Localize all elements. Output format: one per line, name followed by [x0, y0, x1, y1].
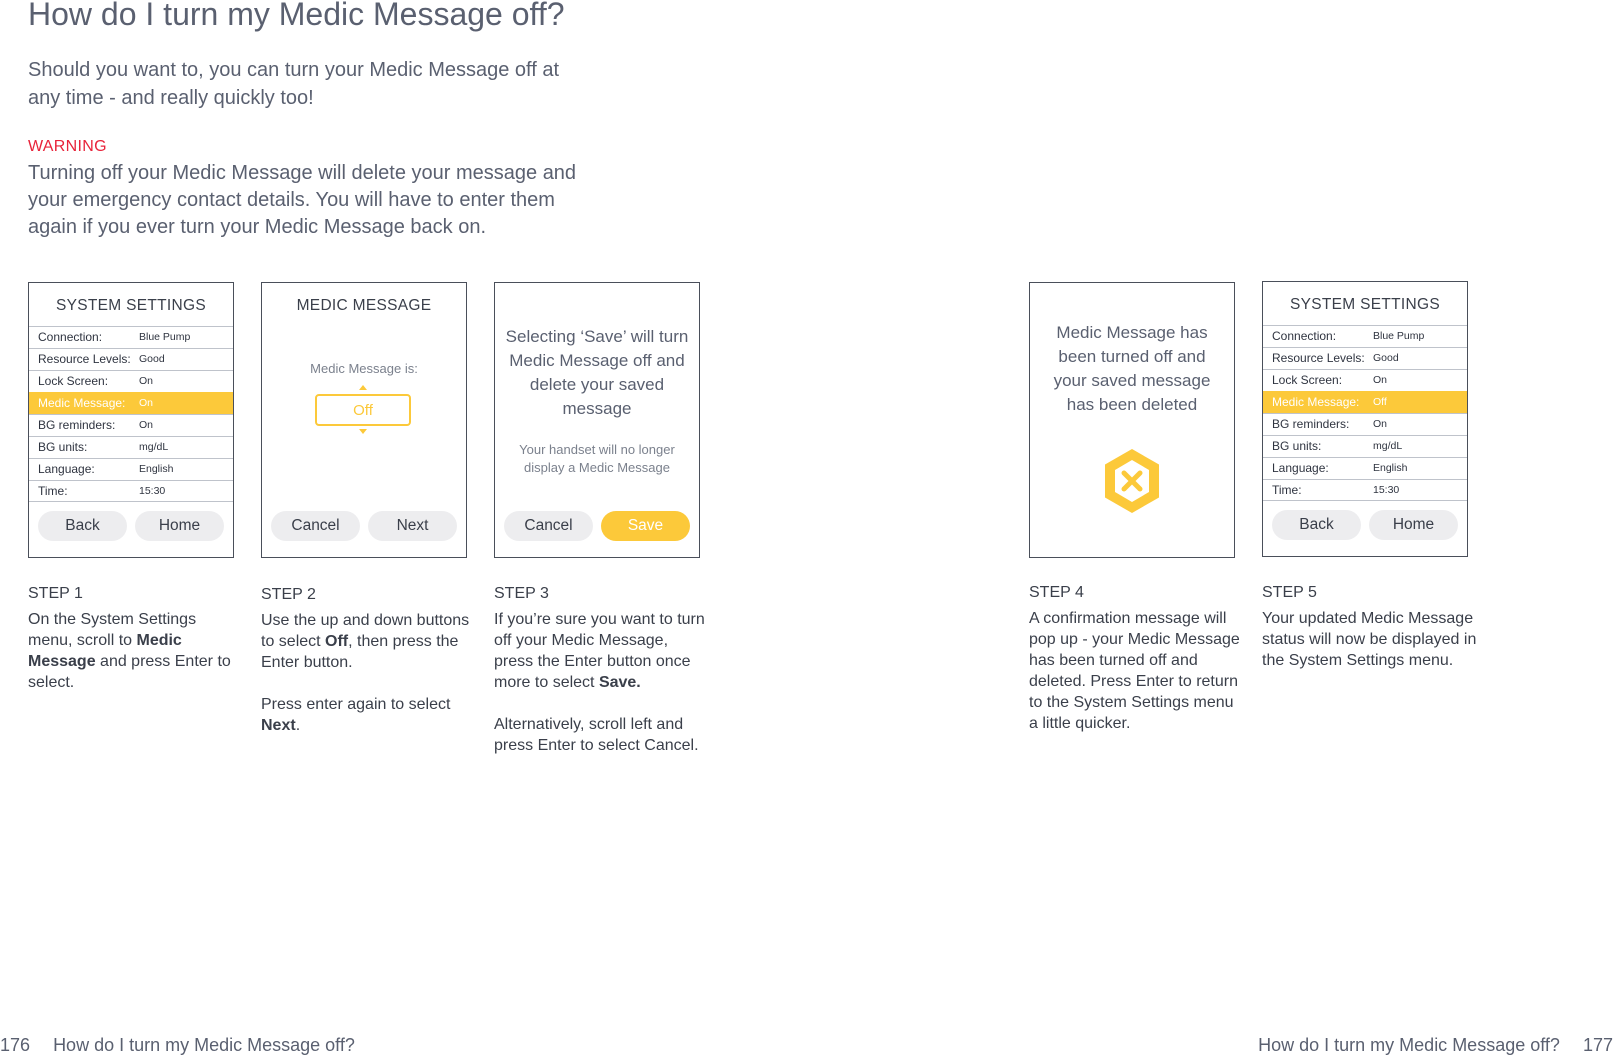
intro-text: Should you want to, you can turn your Medic Message off at any time - and really quickly too! — [28, 59, 560, 109]
row-key: Resource Levels: — [1272, 351, 1365, 365]
settings-row-connection — [1263, 325, 1467, 347]
screen-title: SYSTEM SETTINGS — [55, 297, 207, 314]
arrow-up-icon[interactable] — [359, 385, 367, 390]
arrow-down-icon[interactable] — [359, 429, 367, 434]
row-key: BG units: — [38, 440, 88, 454]
row-value: Good — [1373, 352, 1399, 364]
row-value: mg/dL — [1373, 440, 1403, 452]
step-text: Use the up and down buttons to select Off, then press the Enter button. — [261, 612, 470, 671]
settings-row-bg-units — [29, 436, 233, 458]
step-label: STEP 2 — [261, 586, 316, 603]
warning-text: Turning off your Medic Message will delete your message and your emergency contact details. You will have to enter them again if you ever turn your Medic Message back on. — [28, 162, 577, 238]
screen-deleted-confirmation — [1029, 282, 1235, 558]
confirm-subtext: Your handset will no longer display a Medic Message — [519, 442, 675, 475]
settings-row-time — [29, 480, 233, 502]
screen-medic-message — [261, 282, 467, 558]
settings-row-language — [1263, 457, 1467, 479]
settings-row-medic-message — [1263, 391, 1467, 413]
step-label: STEP 4 — [1029, 584, 1084, 601]
footer-right — [1258, 1035, 1613, 1056]
row-key: Language: — [1272, 461, 1329, 475]
footer-title: How do I turn my Medic Message off? — [53, 1035, 355, 1055]
settings-row-connection — [29, 326, 233, 348]
step-text: A confirmation message will pop up - your Medic Message has been turned off and deleted. Press Enter to return to the System Settings menu a little quicker. — [1029, 610, 1240, 732]
page-title: How do I turn my Medic Message off? — [28, 0, 565, 32]
step-3 — [494, 583, 706, 756]
cancel-button[interactable]: Cancel — [504, 511, 593, 541]
row-key: Medic Message: — [38, 396, 126, 410]
home-button[interactable]: Home — [135, 511, 224, 541]
settings-row-lock-screen — [1263, 369, 1467, 391]
settings-row-bg-reminders — [1263, 413, 1467, 435]
screen-buttons — [1272, 510, 1458, 540]
row-key: Lock Screen: — [38, 374, 109, 388]
back-button[interactable]: Back — [1272, 510, 1361, 540]
row-key: Lock Screen: — [1272, 373, 1343, 387]
row-value: On — [139, 419, 154, 431]
settings-row-language — [29, 458, 233, 480]
row-value: English — [139, 463, 174, 475]
screen-system-settings-before — [28, 282, 234, 558]
row-key: Connection: — [1272, 329, 1337, 343]
row-value: English — [1373, 462, 1408, 474]
row-value: On — [139, 375, 154, 387]
warning-label: WARNING — [28, 138, 107, 155]
row-key: Time: — [38, 484, 68, 498]
settings-row-time — [1263, 479, 1467, 501]
row-value: On — [139, 397, 154, 409]
settings-list — [29, 326, 233, 502]
save-button[interactable]: Save — [601, 511, 690, 541]
step-text: Your updated Medic Message status will now be displayed in the System Settings menu. — [1262, 610, 1477, 669]
footer-title: How do I turn my Medic Message off? — [1258, 1035, 1560, 1055]
next-button[interactable]: Next — [368, 511, 457, 541]
step-label: STEP 5 — [1262, 584, 1317, 601]
screen-buttons — [504, 511, 690, 541]
row-key: BG reminders: — [38, 418, 116, 432]
deleted-message: Medic Message has been turned off and your saved message has been deleted — [1053, 323, 1211, 414]
screen-title: MEDIC MESSAGE — [296, 297, 432, 314]
step-5 — [1262, 582, 1477, 671]
screen-buttons — [271, 511, 457, 541]
settings-row-resource-levels — [1263, 347, 1467, 369]
screen-title: SYSTEM SETTINGS — [1289, 296, 1441, 313]
step-text: On the System Settings menu, scroll to Medic Message and press Enter to select. — [28, 611, 231, 691]
home-button[interactable]: Home — [1369, 510, 1458, 540]
row-value: 15:30 — [1373, 484, 1400, 496]
row-key: Connection: — [38, 330, 103, 344]
row-key: Resource Levels: — [38, 352, 131, 366]
screen-confirm-save — [494, 282, 700, 558]
row-key: Medic Message: — [1272, 395, 1360, 409]
footer-left — [0, 1035, 355, 1056]
screen-buttons — [38, 511, 224, 541]
row-key: Time: — [1272, 483, 1302, 497]
step-2 — [261, 584, 476, 736]
settings-list — [1263, 325, 1467, 501]
confirm-message: Selecting ‘Save’ will turn Medic Message off and delete your saved message — [505, 327, 689, 418]
medic-message-selector[interactable]: Off — [315, 394, 411, 426]
row-value: Blue Pump — [1373, 330, 1425, 342]
step-label: STEP 1 — [28, 585, 83, 602]
row-key: Language: — [38, 462, 95, 476]
settings-row-lock-screen — [29, 370, 233, 392]
hexagon-close-icon — [1102, 447, 1162, 515]
settings-row-bg-units — [1263, 435, 1467, 457]
cancel-button[interactable]: Cancel — [271, 511, 360, 541]
step-text: If you’re sure you want to turn off your Medic Message, press the Enter button once more to select Save. — [494, 611, 705, 691]
page-number: 176 — [0, 1035, 31, 1055]
row-value: On — [1373, 418, 1388, 430]
medic-message-status-label: Medic Message is: — [310, 361, 418, 376]
page-number: 177 — [1582, 1035, 1613, 1055]
step-4 — [1029, 582, 1244, 734]
settings-row-medic-message — [29, 392, 233, 414]
step-text: Alternatively, scroll left and press Enter to select Cancel. — [494, 716, 699, 754]
step-text: Press enter again to select Next. — [261, 696, 451, 734]
row-value: On — [1373, 374, 1388, 386]
step-1 — [28, 583, 243, 693]
back-button[interactable]: Back — [38, 511, 127, 541]
row-value: 15:30 — [139, 485, 166, 497]
row-value: Good — [139, 353, 165, 365]
screen-system-settings-after — [1262, 281, 1468, 557]
row-key: BG reminders: — [1272, 417, 1350, 431]
settings-row-resource-levels — [29, 348, 233, 370]
row-value: mg/dL — [139, 441, 169, 453]
step-label: STEP 3 — [494, 585, 549, 602]
row-value: Blue Pump — [139, 331, 191, 343]
row-value: Off — [1373, 396, 1387, 408]
row-key: BG units: — [1272, 439, 1322, 453]
settings-row-bg-reminders — [29, 414, 233, 436]
